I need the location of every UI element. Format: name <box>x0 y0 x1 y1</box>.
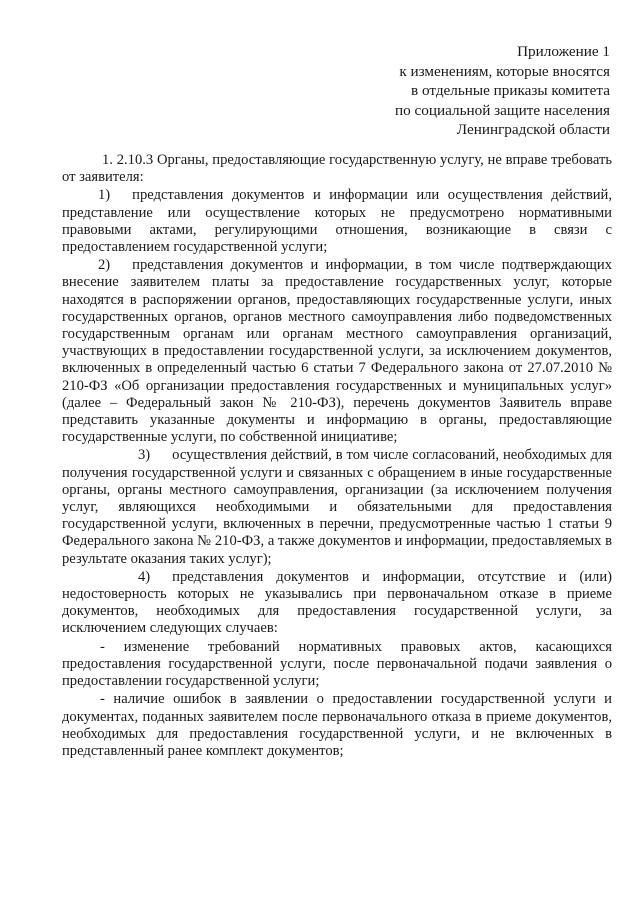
item-text: представления документов и информации или осуществления действий, представление или осуществление которых не предусмотрено нормативными правовыми актами, регулирующими отношения, возникающие в связи с предоставлением государственной услуги; <box>62 187 612 256</box>
list-item <box>62 187 612 256</box>
list-item <box>62 257 612 446</box>
item-number: 3) <box>138 447 151 464</box>
appendix-line: в отдельные приказы комитета <box>411 82 610 99</box>
item-number: 4) <box>138 568 151 585</box>
appendix-title: Приложение 1 <box>517 43 610 60</box>
sub-item: - наличие ошибок в заявлении о предоставлении государственной услуги и документах, поданных заявителем после первоначального отказа в приеме документов, необходимых для предоставления государственной услуги, и не включенных в представленный ранее комплект документов; <box>62 691 612 759</box>
intro-paragraph: 1. 2.10.3 Органы, предоставляющие государственную услугу, не вправе требовать от заявителя: <box>62 152 612 186</box>
list-item <box>62 569 612 638</box>
item-number: 1) <box>98 187 111 204</box>
item-text: представления документов и информации, в том числе подтверждающих внесение заявителем платы за предоставление государственных услуг, которые находятся в распоряжении органов, предоставляющих государственные услуги, иных государственных органов, органов местного самоуправления либо подведомственных государственным органам или органам местного самоуправления организаций, участвующих в предоставлении государственной услуги, за исключением документов, включенных в определенный частью 6 статьи 7 Федерального закона от 27.07.2010 № 210-ФЗ «Об организации предоставления государственных и муниципальных услуг» (далее – Федеральный закон № 210-ФЗ), перечень документов Заявитель вправе представить указанные документы и информацию в органы, предоставляющие государственные услуги, по собственной инициативе; <box>62 257 612 446</box>
document-body <box>62 152 612 761</box>
item-text: представления документов и информации, отсутствие и (или) недостоверность которых не указывались при первоначальном отказе в приеме документов, необходимых для предоставления государственной услуги, за исключением следующих случаев: <box>62 568 612 637</box>
item-text: осуществления действий, в том числе согласований, необходимых для получения государственной услуги и связанных с обращением в иные государственные органы, органы местного самоуправления, организации (за исключением получения услуг, являющихся необходимыми и обязательными для предоставления государственной услуги, включенных в перечни, предусмотренные частью 1 статьи 9 Федерального закона № 210-ФЗ, а также документов и информации, предоставляемых в результате оказания таких услуг); <box>62 447 612 567</box>
list-item <box>62 447 612 567</box>
sub-item: - изменение требований нормативных правовых актов, касающихся предоставления государственной услуги, после первоначальной подачи заявления о предоставлении государственной услуги; <box>62 638 612 690</box>
appendix-header <box>310 42 610 140</box>
appendix-line: к изменениям, которые вносятся <box>399 62 610 80</box>
appendix-line: по социальной защите населения <box>395 101 610 119</box>
item-number: 2) <box>98 257 111 274</box>
appendix-line: Ленинградской области <box>456 121 610 138</box>
